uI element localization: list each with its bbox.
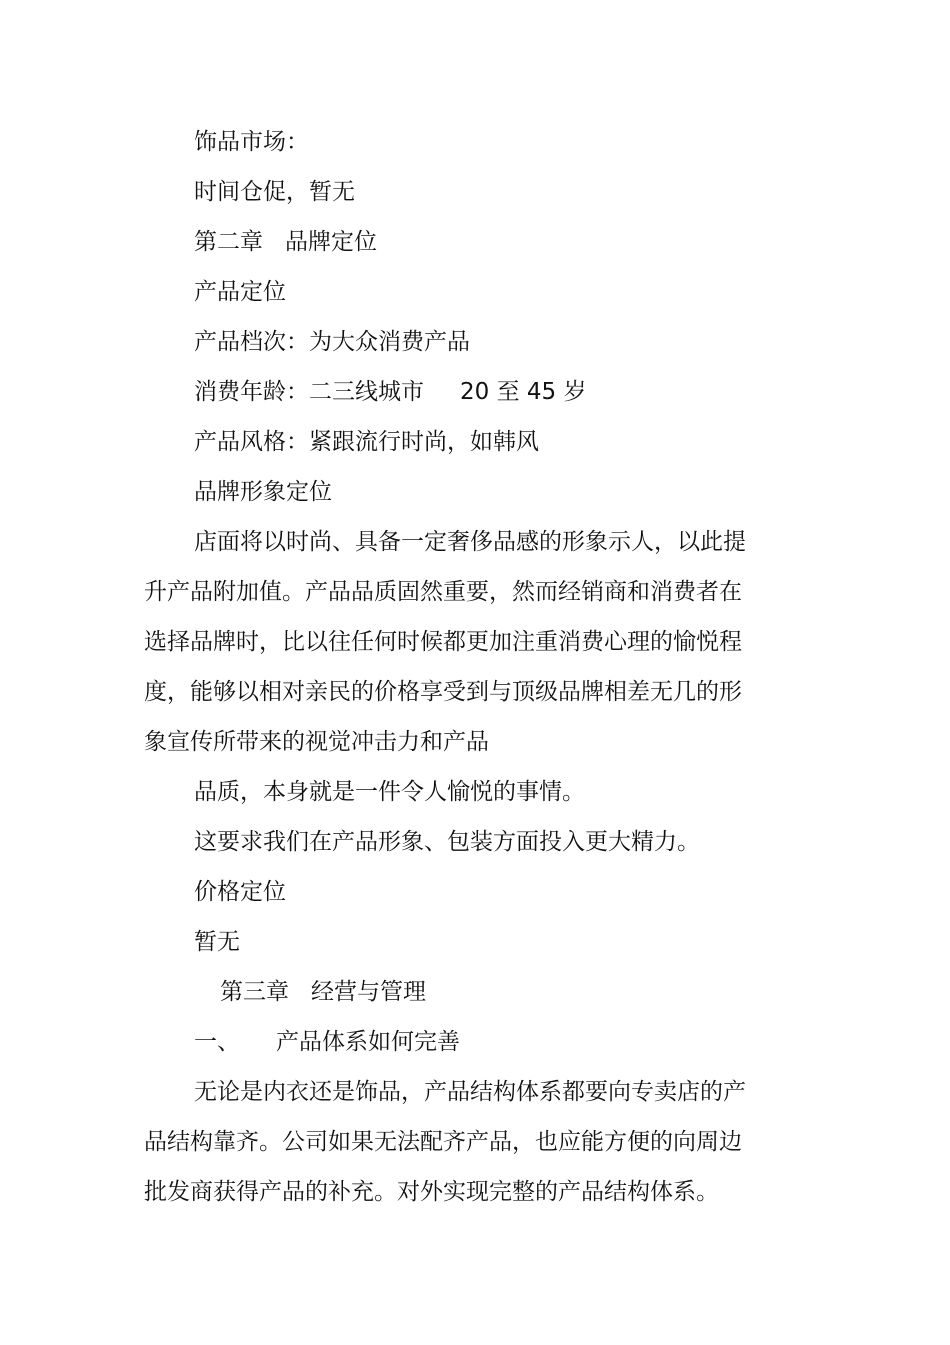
chapter-two-number: 第二章 xyxy=(194,229,263,255)
paragraph-line: 度，能够以相对亲民的价格享受到与顶级品牌相差无几的形 xyxy=(144,679,742,705)
line-consumer-age xyxy=(194,377,586,407)
subsection-number: 一、 xyxy=(194,1029,240,1055)
consumer-age-label: 消费年龄：二三线城市 xyxy=(194,379,424,405)
paragraph-line: 无论是内衣还是饰品，产品结构体系都要向专卖店的产 xyxy=(194,1079,746,1105)
paragraph-line: 品结构靠齐。公司如果无法配齐产品，也应能方便的向周边 xyxy=(144,1129,742,1155)
paragraph-line: 象宣传所带来的视觉冲击力和产品 xyxy=(144,729,489,755)
line-product-style: 产品风格：紧跟流行时尚，如韩风 xyxy=(194,429,539,455)
consumer-age-range: 20 至 45 岁 xyxy=(460,379,587,405)
chapter-two-heading xyxy=(194,227,377,257)
subsection-title: 产品体系如何完善 xyxy=(276,1029,460,1055)
paragraph-line: 升产品附加值。产品品质固然重要，然而经销商和消费者在 xyxy=(144,579,742,605)
chapter-three-title: 经营与管理 xyxy=(311,979,426,1005)
section-brand-image: 品牌形象定位 xyxy=(194,479,332,505)
paragraph-line: 选择品牌时，比以往任何时候都更加注重消费心理的愉悦程 xyxy=(144,629,742,655)
paragraph-line: 这要求我们在产品形象、包装方面投入更大精力。 xyxy=(194,829,700,855)
line-accessories-market: 饰品市场： xyxy=(194,129,309,155)
paragraph-line: 批发商获得产品的补充。对外实现完整的产品结构体系。 xyxy=(144,1179,719,1205)
line-product-grade: 产品档次：为大众消费产品 xyxy=(194,329,470,355)
section-product-positioning: 产品定位 xyxy=(194,279,286,305)
chapter-two-title: 品牌定位 xyxy=(285,229,377,255)
section-price-positioning: 价格定位 xyxy=(194,879,286,905)
paragraph-line: 店面将以时尚、具备一定奢侈品感的形象示人，以此提 xyxy=(194,529,746,555)
chapter-three-heading xyxy=(220,977,426,1007)
subsection-heading xyxy=(194,1027,460,1057)
line-time-short: 时间仓促，暂无 xyxy=(194,179,355,205)
paragraph-line: 品质，本身就是一件令人愉悦的事情。 xyxy=(194,779,585,805)
line-none: 暂无 xyxy=(194,929,240,955)
chapter-three-number: 第三章 xyxy=(220,979,289,1005)
